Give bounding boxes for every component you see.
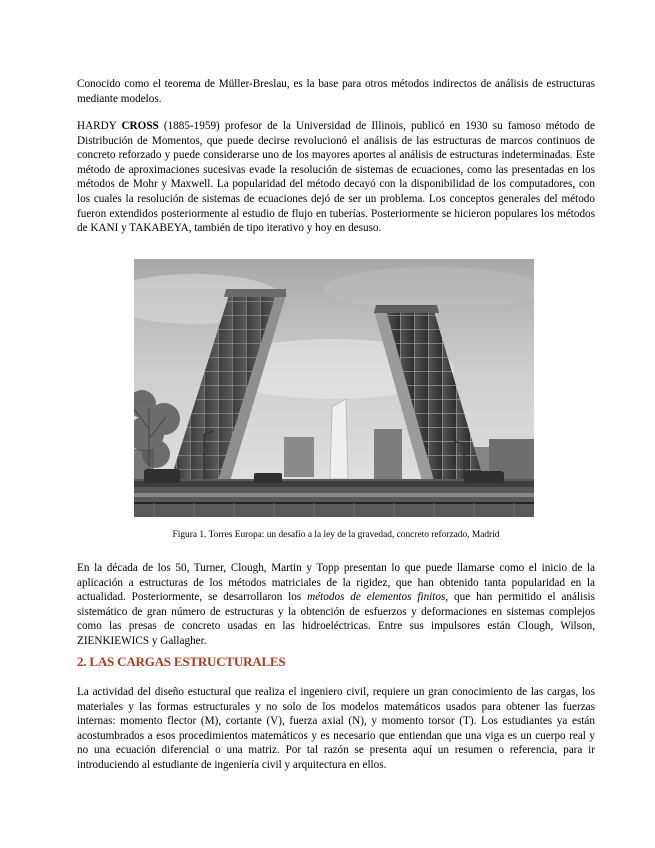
fem-paragraph-part1: En la década de los 50, Turner, Clough, Martin y Topp presentan lo que puede llamarse como el inicio de la aplicación a estructuras de los métodos matriciales de la rigidez, que han obtenido tanta popularidad en la actualidad. Posteriormente, se desarrollaron los xyxy=(77,562,595,604)
section-heading: 2. LAS CARGAS ESTRUCTURALES xyxy=(77,654,286,669)
cross-name-first: HARDY xyxy=(77,120,122,132)
figure-caption: Figura 1. Torres Europa: un desafío a la ley de la gravedad, concreto reforzado, Madrid xyxy=(172,530,500,540)
cross-name-bold: CROSS xyxy=(121,120,159,132)
fem-paragraph xyxy=(77,561,595,649)
figure-photo-torres-europa xyxy=(134,259,534,517)
fem-paragraph-part2: , que han permitido el análisis sistemático de gran número de estructuras y la obtención de esfuerzos y deformaciones en sistemas complejos como las presas de concreto usadas en las hidroeléctricas. Entre sus impulsores están Clough, Wilson, ZIENKIEWICS y Gallagher. xyxy=(77,591,596,647)
intro-paragraph: Conocido como el teorema de Müller-Breslau, es la base para otros métodos indirectos de análisis de estructuras mediante modelos. xyxy=(77,78,595,105)
cross-paragraph-body: (1885-1959) profesor de la Universidad de Illinois, publicó en 1930 su famoso método de Distribución de Momentos, que puede decirse revolucionó el análisis de las estructuras de marcos continuos de concreto reforzado y puede considerarse uno de los mayores aportes al análisis de estructuras indeterminadas. Este método de aproximaciones sucesivas evade la resolución de sistemas de ecuaciones, como las presentadas en los métodos de Mohr y Maxwell. La popularidad del método decayó con la disponibilidad de los computadores, con los cuales la resolución de sistemas de ecuaciones dejó de ser un problema. Los conceptos generales del método fueron extendidos posteriormente al estudio de flujo en tuberías. Posteriormente se hicieron populares los métodos de KANI y TAKABEYA, también de tipo iterativo y hoy en desuso. xyxy=(77,120,595,235)
cross-paragraph xyxy=(77,119,595,236)
section-paragraph: La actividad del diseño estuctural que realiza el ingeniero civil, requiere un gran conocimiento de las cargas, los materiales y las formas estructurales y no solo de los modelos matemáticos usados para obtener las fuerzas internas: momento flector (M), cortante (V), fuerza axial (N), y momento torsor (T). Los estudiantes ya están acostumbrados a esos procedimientos matemáticos y es necesario que entiendan que una viga es un cuerpo real y no una ecuación diferencial o una matriz. Por tal razón se presenta aquí un resumen o referencia, para ir introduciendo al estudiante de ingeniería civil y arquitectura en ellos. xyxy=(77,686,595,771)
fem-paragraph-italic: métodos de elementos finitos xyxy=(307,591,446,604)
